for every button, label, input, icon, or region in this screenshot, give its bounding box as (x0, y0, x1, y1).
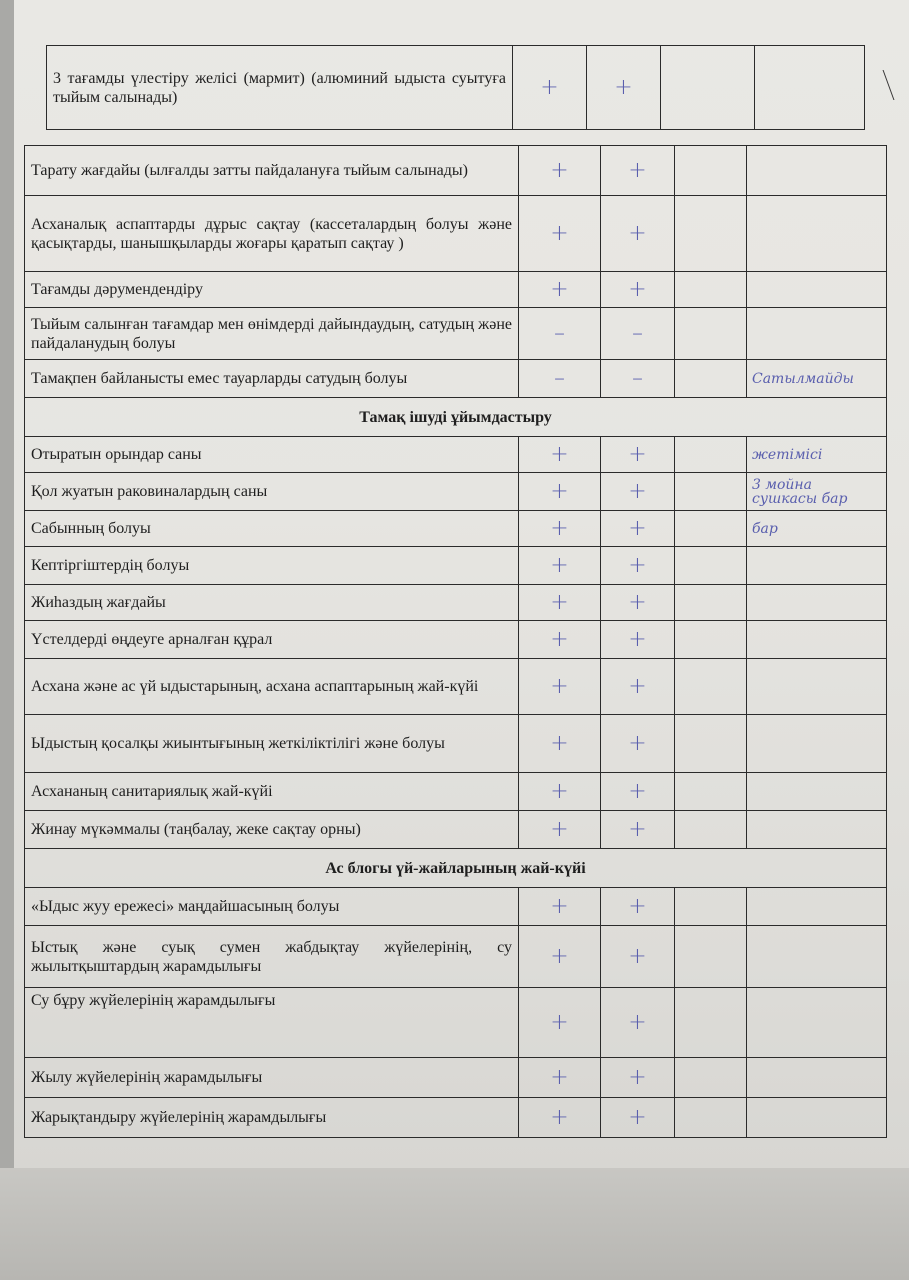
note-cell (747, 196, 887, 272)
criterion-cell: Кептіргіштердің болуы (25, 547, 519, 585)
note-cell: жетімісі (747, 437, 887, 473)
mark-cell (675, 1058, 747, 1098)
mark-cell: + (601, 437, 675, 473)
note-cell: Сатылмайды (747, 360, 887, 398)
mark-cell: + (601, 146, 675, 196)
criterion-cell: Жинау мүкәммалы (таңбалау, жеке сақтау орны) (25, 811, 519, 849)
criterion-cell: Қол жуатын раковиналардың саны (25, 473, 519, 511)
mark-cell (675, 621, 747, 659)
criterion-cell: Жылу жүйелерінің жарамдылығы (25, 1058, 519, 1098)
table-row (25, 659, 887, 715)
mark-cell: + (519, 1058, 601, 1098)
mark-cell (675, 888, 747, 926)
note-cell (755, 46, 865, 130)
mark-cell: + (601, 1058, 675, 1098)
mark-cell: + (519, 926, 601, 988)
criterion-cell: Отыратын орындар саны (25, 437, 519, 473)
mark-cell: + (601, 715, 675, 773)
table-row (25, 360, 887, 398)
table-row (25, 146, 887, 196)
mark-cell (675, 773, 747, 811)
mark-cell (675, 146, 747, 196)
mark-cell: + (601, 473, 675, 511)
mark-cell: – (601, 308, 675, 360)
mark-cell (675, 1098, 747, 1138)
mark-cell: + (519, 146, 601, 196)
mark-cell: – (601, 360, 675, 398)
table-row (25, 1098, 887, 1138)
criterion-cell: Тыйым салынған тағамдар мен өнімдерді дайындаудың, сатудың және пайдаланудың болуы (25, 308, 519, 360)
mark-cell: + (519, 547, 601, 585)
criterion-cell: Тарату жағдайы (ылғалды затты пайдалануға тыйым салынады) (25, 146, 519, 196)
mark-cell: + (601, 926, 675, 988)
mark-cell (675, 511, 747, 547)
top-table (46, 45, 865, 130)
table-row (25, 811, 887, 849)
mark-cell: + (601, 888, 675, 926)
mark-cell (675, 585, 747, 621)
mark-cell: + (519, 473, 601, 511)
note-cell (747, 888, 887, 926)
note-cell (747, 308, 887, 360)
section-heading: Ас блогы үй-жайларының жай-күйі (25, 849, 887, 888)
criterion-cell: Үстелдерді өңдеуге арналған құрал (25, 621, 519, 659)
mark-cell: + (601, 272, 675, 308)
mark-cell: + (519, 437, 601, 473)
mark-cell: + (601, 988, 675, 1058)
table-row (25, 196, 887, 272)
note-cell (747, 773, 887, 811)
mark-cell: + (513, 46, 587, 130)
mark-cell: + (519, 659, 601, 715)
mark-cell: + (519, 888, 601, 926)
criterion-cell: Асхана және ас үй ыдыстарының, асхана аспаптарының жай-күйі (25, 659, 519, 715)
mark-cell: + (519, 585, 601, 621)
note-cell (747, 547, 887, 585)
table-row (25, 773, 887, 811)
note-cell (747, 926, 887, 988)
checklist-table (24, 145, 887, 1138)
criterion-cell: Асхананың санитариялық жай-күйі (25, 773, 519, 811)
mark-cell (675, 437, 747, 473)
mark-cell (675, 811, 747, 849)
mark-cell (661, 46, 755, 130)
mark-cell (675, 272, 747, 308)
mark-cell: + (519, 621, 601, 659)
note-cell (747, 988, 887, 1058)
criterion-cell: Тағамды дәрумендендіру (25, 272, 519, 308)
table-row (25, 437, 887, 473)
mark-cell: + (519, 811, 601, 849)
table-row (25, 473, 887, 511)
mark-cell (675, 360, 747, 398)
mark-cell: + (601, 659, 675, 715)
table-row (25, 1058, 887, 1098)
note-cell (747, 621, 887, 659)
note-cell (747, 585, 887, 621)
mark-cell: + (587, 46, 661, 130)
page-background-edge (0, 1168, 909, 1280)
mark-cell: + (601, 1098, 675, 1138)
mark-cell: + (601, 811, 675, 849)
criterion-cell: 3 тағамды үлестіру желісі (мармит) (алюминий ыдыста суытуға тыйым салынады) (47, 46, 513, 130)
table-row (47, 46, 865, 130)
mark-cell (675, 473, 747, 511)
note-cell (747, 715, 887, 773)
mark-cell: – (519, 308, 601, 360)
note-cell (747, 811, 887, 849)
mark-cell (675, 196, 747, 272)
criterion-cell: Ыстық және суық сумен жабдықтау жүйелерінің, су жылытқыштардың жарамдылығы (25, 926, 519, 988)
criterion-cell: Жарықтандыру жүйелерінің жарамдылығы (25, 1098, 519, 1138)
mark-cell: + (601, 773, 675, 811)
criterion-cell: Асханалық аспаптарды дұрыс сақтау (кассеталардың болуы және қасықтарды, шанышқыларды жоғары қаратып сақтау ) (25, 196, 519, 272)
mark-cell: + (601, 585, 675, 621)
section-row (25, 398, 887, 437)
mark-cell: + (519, 196, 601, 272)
section-heading: Тамақ ішуді ұйымдастыру (25, 398, 887, 437)
note-cell (747, 146, 887, 196)
note-cell: бар (747, 511, 887, 547)
section-row (25, 849, 887, 888)
mark-cell: – (519, 360, 601, 398)
note-cell (747, 1058, 887, 1098)
note-cell (747, 272, 887, 308)
mark-cell: + (601, 196, 675, 272)
mark-cell (675, 659, 747, 715)
mark-cell: + (519, 511, 601, 547)
mark-cell: + (519, 988, 601, 1058)
table-row (25, 547, 887, 585)
criterion-cell: «Ыдыс жуу ережесі» маңдайшасының болуы (25, 888, 519, 926)
mark-cell: + (519, 715, 601, 773)
table-row (25, 715, 887, 773)
table-row (25, 308, 887, 360)
mark-cell: + (601, 621, 675, 659)
table-row (25, 511, 887, 547)
mark-cell: + (519, 1098, 601, 1138)
table-row (25, 888, 887, 926)
mark-cell (675, 308, 747, 360)
table-row (25, 988, 887, 1058)
mark-cell: + (601, 547, 675, 585)
criterion-cell: Жиһаздың жағдайы (25, 585, 519, 621)
note-cell (747, 1098, 887, 1138)
mark-cell (675, 715, 747, 773)
table-row (25, 585, 887, 621)
mark-cell (675, 988, 747, 1058)
mark-cell (675, 926, 747, 988)
note-cell (747, 659, 887, 715)
table-row (25, 272, 887, 308)
table-row (25, 926, 887, 988)
mark-cell: + (519, 272, 601, 308)
criterion-cell: Ыдыстың қосалқы жиынтығының жеткіліктілігі және болуы (25, 715, 519, 773)
table-row (25, 621, 887, 659)
criterion-cell: Тамақпен байланысты емес тауарларды сатудың болуы (25, 360, 519, 398)
note-cell: 3 мойна сушкасы бар (747, 473, 887, 511)
mark-cell (675, 547, 747, 585)
mark-cell: + (519, 773, 601, 811)
criterion-cell: Сабынның болуы (25, 511, 519, 547)
criterion-cell: Су бұру жүйелерінің жарамдылығы (25, 988, 519, 1058)
mark-cell: + (601, 511, 675, 547)
